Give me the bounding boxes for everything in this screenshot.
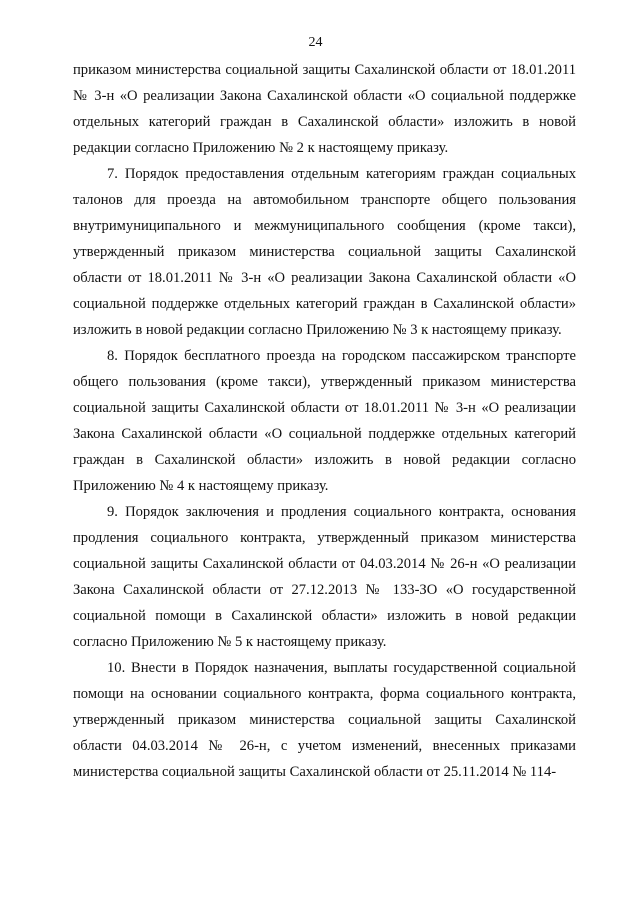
- paragraph-continuation: приказом министерства социальной защиты Сахалинской области от 18.01.2011 № 3-н «О реализации Закона Сахалинской области «О социальной поддержке отдельных категорий граждан в Сахалинской области» изложить в новой редакции согласно Приложению № 2 к настоящему приказу.: [73, 62, 576, 156]
- paragraph-item-8: 8. Порядок бесплатного проезда на городском пассажирском транспорте общего пользования (кроме такси), утвержденный приказом министерства социальной защиты Сахалинской области от 18.01.2011 № 3-н «О реализации Закона Сахалинской области «О социальной поддержке отдельных категорий граждан в Сахалинской области» изложить в новой редакции согласно Приложению № 4 к настоящему приказу.: [73, 348, 576, 494]
- paragraph-item-10: 10. Внести в Порядок назначения, выплаты государственной социальной помощи на основании социального контракта, форма социального контракта, утвержденный приказом министерства социальной защиты Сахалинской области 04.03.2014 № 26-н, с учетом изменений, внесенных приказами министерства социальной защиты Сахалинской области от 25.11.2014 № 114-: [73, 660, 576, 780]
- paragraph-item-7: 7. Порядок предоставления отдельным категориям граждан социальных талонов для проезда на автомобильном транспорте общего пользования внутримуниципального и межмуниципального сообщения (кроме такси), утвержденный приказом министерства социальной защиты Сахалинской области от 18.01.2011 № 3-н «О реализации Закона Сахалинской области «О социальной поддержке отдельных категорий граждан в Сахалинской области» изложить в новой редакции согласно Приложению № 3 к настоящему приказу.: [73, 166, 576, 338]
- paragraph-item-9: 9. Порядок заключения и продления социального контракта, основания продления социального контракта, утвержденный приказом министерства социальной защиты Сахалинской области от 04.03.2014 № 26-н «О реализации Закона Сахалинской области от 27.12.2013 № 133-ЗО «О государственной социальной помощи в Сахалинской области» изложить в новой редакции согласно Приложению № 5 к настоящему приказу.: [73, 504, 576, 650]
- page-number: 24: [308, 35, 323, 50]
- document-body: [73, 57, 576, 785]
